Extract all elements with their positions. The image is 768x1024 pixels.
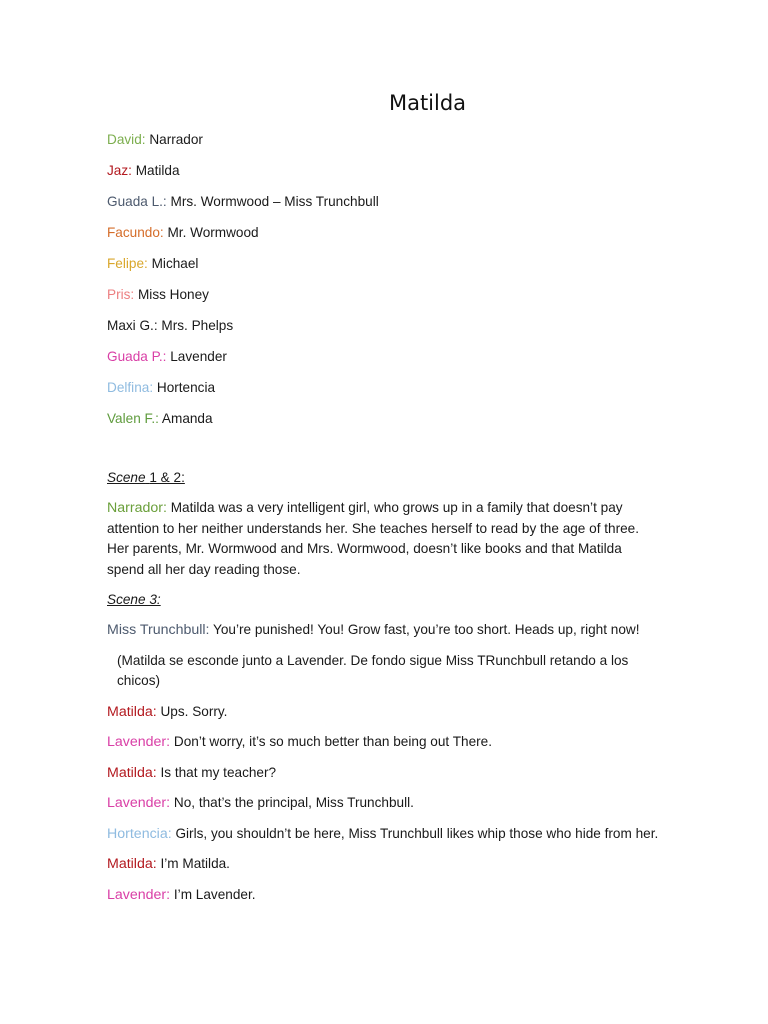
- cast-line: [107, 223, 659, 254]
- dialogue-line: [107, 854, 659, 875]
- dialogue-line: [107, 620, 659, 641]
- cast-actor: Guada L.:: [107, 194, 167, 209]
- cast-line: [107, 347, 659, 378]
- stage-direction: [107, 651, 659, 692]
- scene-heading: Scene 3:: [107, 592, 161, 607]
- cast-role: Lavender: [170, 349, 227, 364]
- cast-actor: Maxi G.:: [107, 318, 158, 333]
- speaker-name: Matilda:: [107, 764, 157, 781]
- cast-role: Hortencia: [156, 380, 216, 395]
- dialogue-text: You’re punished! You! Grow fast, you’re too short. Heads up, right now!: [213, 622, 640, 637]
- cast-actor: Delfina:: [107, 380, 154, 395]
- speaker-name: Narrador:: [107, 500, 167, 516]
- speaker-name: Matilda:: [107, 856, 157, 872]
- dialogue-text: I’m Matilda.: [160, 856, 230, 871]
- dialogue-line: [107, 702, 659, 723]
- dialogue-line: [107, 885, 659, 906]
- dialogue-text: Matilda was a very intelligent girl, who grows up in a family that doesn’t pay attention to her neither understands her. She teaches herself to read by the age of three. Her parents, Mr. Wormwood and Mrs. Wormwood, doesn’t like books and that Matilda spend all her day reading those.: [107, 500, 640, 577]
- cast-actor: David:: [107, 132, 146, 147]
- cast-actor: Pris:: [107, 287, 135, 302]
- speaker-name: Matilda:: [107, 703, 157, 720]
- scene-label: Scene: [107, 470, 146, 485]
- cast-line: [107, 285, 659, 316]
- dialogue-text: Girls, you shouldn’t be here, Miss Trunchbull likes whip those who hide from her.: [175, 825, 659, 841]
- speaker-name: Lavender:: [107, 886, 171, 903]
- cast-role: Mr. Wormwood: [167, 225, 259, 240]
- speaker-name: Lavender:: [107, 734, 171, 750]
- cast-actor: Jaz:: [107, 163, 132, 178]
- cast-actor: Felipe:: [107, 256, 148, 271]
- cast-line: [107, 130, 659, 161]
- cast-role: Amanda: [161, 411, 213, 426]
- cast-actor: Valen F.:: [107, 411, 159, 426]
- scene-number: 1 & 2:: [149, 470, 185, 485]
- dialogue-line: [107, 498, 659, 580]
- cast-role: Miss Honey: [137, 287, 209, 302]
- cast-line: [107, 409, 659, 440]
- dialogue-line: [107, 732, 659, 753]
- cast-role: Mrs. Phelps: [161, 318, 234, 333]
- cast-line: [107, 192, 659, 223]
- cast-line: [107, 254, 659, 285]
- section-spacer: [107, 440, 659, 468]
- cast-actor: Facundo:: [107, 225, 164, 240]
- speaker-name: Hortencia:: [107, 825, 172, 842]
- cast-role: Matilda: [135, 163, 180, 178]
- dialogue-text: Ups. Sorry.: [160, 703, 228, 719]
- document-title: Matilda: [388, 91, 467, 115]
- dialogue-text: Don’t worry, it’s so much better than being out There.: [173, 734, 492, 749]
- speaker-name: Lavender:: [107, 795, 171, 811]
- cast-role: Narrador: [149, 132, 203, 147]
- dialogue-text: Is that my teacher?: [160, 764, 277, 780]
- scene-heading: [107, 468, 659, 488]
- dialogue-text: No, that’s the principal, Miss Trunchbull.: [173, 795, 414, 810]
- dialogue-text: I’m Lavender.: [173, 886, 256, 902]
- cast-line: [107, 316, 659, 347]
- dialogue-line: [107, 793, 659, 814]
- cast-role: Mrs. Wormwood – Miss Trunchbull: [170, 194, 379, 209]
- dialogue-line: [107, 763, 659, 784]
- cast-role: Michael: [151, 256, 199, 271]
- cast-list: [107, 130, 659, 440]
- stage-direction-text: (Matilda se esconde junto a Lavender. De fondo sigue Miss TRunchbull retando a los chicos): [117, 652, 629, 688]
- speaker-name: Miss Trunchbull:: [107, 622, 210, 638]
- dialogue-line: [107, 824, 659, 845]
- cast-line: [107, 378, 659, 409]
- document-body: [107, 130, 659, 915]
- cast-actor: Guada P.:: [107, 349, 167, 364]
- cast-line: [107, 161, 659, 192]
